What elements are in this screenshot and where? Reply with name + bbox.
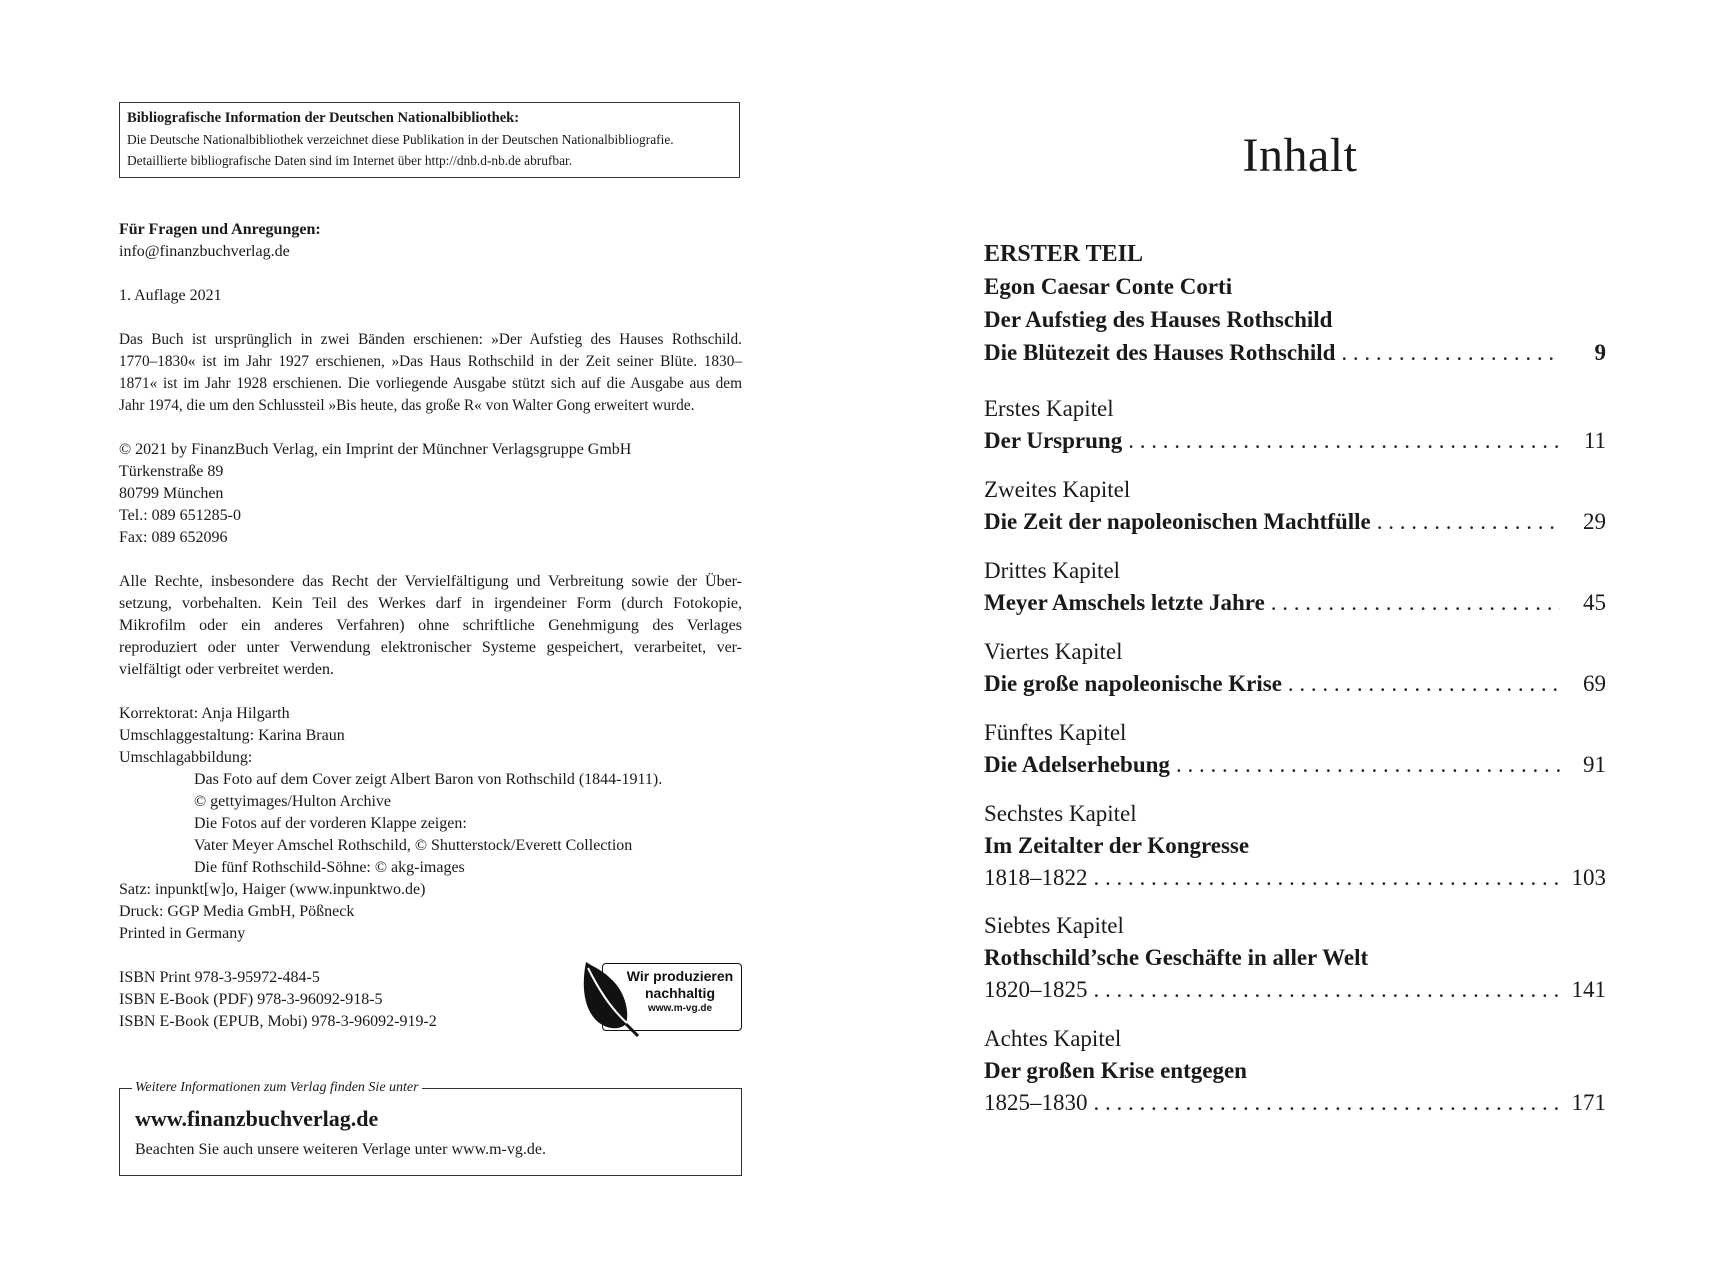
toc-page-number: 141 [1571, 977, 1606, 1002]
toc-chapter-entry[interactable] [984, 977, 1606, 1003]
contact-heading: Für Fragen und Anregungen: [119, 221, 321, 238]
sustainability-logo-text [620, 968, 740, 1016]
toc-chapter-number: Sechstes Kapitel [984, 801, 1137, 826]
rights-line: setzung, vorbehalten. Kein Teil des Werkes darf in irgendeiner Form (durch Fotokopie, [119, 595, 742, 612]
logo-line2: nachhaltig [644, 985, 715, 1001]
isbn-line: ISBN Print 978-3-95972-484-5 [119, 969, 320, 986]
toc-chapter-number: Siebtes Kapitel [984, 913, 1124, 938]
toc-page-number: 103 [1571, 865, 1606, 890]
toc-part-line1: Der Aufstieg des Hauses Rothschild [984, 307, 1333, 332]
credit-line: Printed in Germany [119, 925, 246, 942]
toc-chapter-number: Drittes Kapitel [984, 558, 1121, 583]
toc-page-number: 91 [1583, 752, 1606, 777]
bibliographic-info-line: Die Deutsche Nationalbibliothek verzeichnet diese Publikation in der Deutschen Nationalbibliografie. [127, 132, 674, 147]
publisher-line: Fax: 089 652096 [119, 529, 228, 546]
toc-page-number: 11 [1583, 428, 1606, 453]
toc-leader-dots [1094, 1090, 1561, 1116]
credit-line: Die fünf Rothschild-Söhne: © akg-images [194, 859, 465, 876]
toc-page-number: 9 [1594, 340, 1606, 365]
toc-leader-dots [1094, 977, 1561, 1003]
sustainability-logo [580, 960, 742, 1034]
toc-chapter-number: Viertes Kapitel [984, 639, 1123, 664]
bibliographic-info-title: Bibliografische Information der Deutschen Nationalbibliothek: [127, 110, 520, 126]
website-url[interactable]: www.finanzbuchverlag.de [135, 1106, 379, 1131]
toc-chapter-title: Die Zeit der napoleonischen Machtfülle [984, 509, 1371, 534]
toc-part-line2: Die Blütezeit des Hauses Rothschild [984, 340, 1336, 365]
edition-block [119, 285, 742, 307]
publisher-line: © 2021 by FinanzBuch Verlag, ein Imprint der Münchner Verlagsgruppe GmbH [119, 441, 632, 458]
credit-line: Korrektorat: Anja Hilgarth [119, 705, 290, 722]
contact-block [119, 219, 742, 263]
toc-chapter-entry[interactable] [984, 752, 1606, 778]
rights-line: vielfältigt oder verbreitet werden. [119, 661, 335, 678]
toc-leader-dots [1176, 752, 1560, 778]
toc-chapter-years: 1820–1825 [984, 977, 1088, 1002]
toc-chapter-entry[interactable] [984, 590, 1606, 616]
toc-chapter-title: Meyer Amschels letzte Jahre [984, 590, 1265, 615]
bibliographic-info-line: Detaillierte bibliografische Daten sind im Internet über http://dnb.d-nb.de abrufbar. [127, 153, 573, 168]
rights-line: Alle Rechte, insbesondere das Recht der Vervielfältigung und Verbreitung sowie der Über- [119, 573, 742, 590]
contact-email: info@finanzbuchverlag.de [119, 243, 290, 260]
toc-chapter-number: Erstes Kapitel [984, 396, 1114, 421]
toc-chapter-title: Die Adelserhebung [984, 752, 1170, 777]
bibliographic-info-box [119, 102, 740, 178]
credit-line: © gettyimages/Hulton Archive [194, 793, 392, 810]
credit-line: Umschlagabbildung: [119, 749, 253, 766]
description-line: Das Buch ist ursprünglich in zwei Bänden erschienen: »Der Aufstieg des Hauses Rothschild. [119, 331, 742, 348]
toc-chapter-title: Rothschild’sche Geschäfte in aller Welt [984, 945, 1369, 970]
website-note: Beachten Sie auch unsere weiteren Verlage unter www.m-vg.de. [135, 1141, 546, 1158]
logo-line1: Wir produzieren [626, 968, 734, 984]
toc-chapter-years: 1825–1830 [984, 1090, 1088, 1115]
toc-chapter-years: 1818–1822 [984, 865, 1088, 890]
toc-chapter-title: Der großen Krise entgegen [984, 1058, 1247, 1083]
credit-line: Umschlaggestaltung: Karina Braun [119, 727, 345, 744]
logo-url: www.m-vg.de [647, 1003, 713, 1014]
description-line: 1871« ist im Jahr 1928 erschienen. Die vorliegende Ausgabe stützt sich auf die Ausgabe aus dem [119, 375, 742, 392]
publisher-line: Tel.: 089 651285-0 [119, 507, 241, 524]
toc-chapter-title: Die große napoleonische Krise [984, 671, 1282, 696]
toc-chapter-title: Der Ursprung [984, 428, 1123, 453]
toc-chapter-entry[interactable] [984, 509, 1606, 535]
toc-page-number: 171 [1571, 1090, 1606, 1115]
rights-line: reproduziert oder unter Verwendung elektronischer Systeme gespeichert, verarbeitet, ver- [119, 639, 742, 656]
publisher-line: 80799 München [119, 485, 224, 502]
toc-leader-dots [1271, 590, 1560, 616]
credits-list [119, 703, 742, 945]
toc-chapter-entry[interactable] [984, 671, 1606, 697]
toc-page-number: 29 [1583, 509, 1606, 534]
publisher-address [119, 439, 742, 549]
publisher-line: Türkenstraße 89 [119, 463, 224, 480]
credit-line: Das Foto auf dem Cover zeigt Albert Baron von Rothschild (1844-1911). [194, 771, 663, 788]
toc-leader-dots [1377, 509, 1560, 535]
description-line: 1770–1830« ist im Jahr 1927 erschienen, »Das Haus Rothschild in der Zeit seiner Blüte. 1830– [119, 353, 742, 370]
toc-part-label: ERSTER TEIL [984, 241, 1143, 267]
website-box [119, 1080, 742, 1176]
credit-line: Druck: GGP Media GmbH, Pößneck [119, 903, 355, 920]
credit-line: Die Fotos auf der vorderen Klappe zeigen: [194, 815, 467, 832]
description-line: Jahr 1974, die um den Schlussteil »Bis heute, das große R« von Walter Gong erweitert wurde. [119, 397, 695, 414]
rights-notice [119, 571, 742, 681]
toc-leader-dots [1288, 671, 1560, 697]
rights-line: Mikrofilm oder ein anderes Verfahren) ohne schriftliche Genehmigung des Verlages [119, 617, 742, 634]
isbn-line: ISBN E-Book (PDF) 978-3-96092-918-5 [119, 991, 383, 1008]
toc-chapter-entry[interactable] [984, 1090, 1606, 1116]
credit-line: Vater Meyer Amschel Rothschild, © Shutterstock/Everett Collection [194, 837, 633, 854]
toc-chapter-number: Zweites Kapitel [984, 477, 1131, 502]
origin-description [119, 329, 742, 417]
toc-leader-dots [1341, 340, 1560, 366]
toc-chapter-number: Achtes Kapitel [984, 1026, 1122, 1051]
toc-page-number: 69 [1583, 671, 1606, 696]
toc-leader-dots [1128, 428, 1560, 454]
website-box-legend: Weitere Informationen zum Verlag finden Sie unter [132, 1078, 422, 1098]
toc-chapter-entry[interactable] [984, 428, 1606, 454]
toc-page-number: 45 [1583, 590, 1606, 615]
toc-title: Inhalt [1242, 129, 1358, 182]
toc-part-entry[interactable] [984, 340, 1606, 366]
toc-part-author: Egon Caesar Conte Corti [984, 274, 1233, 299]
toc-leader-dots [1094, 865, 1561, 891]
isbn-line: ISBN E-Book (EPUB, Mobi) 978-3-96092-919-2 [119, 1013, 437, 1030]
edition-text: 1. Auflage 2021 [119, 287, 222, 304]
toc-chapter-entry[interactable] [984, 865, 1606, 891]
credit-line: Satz: inpunkt[w]o, Haiger (www.inpunktwo.de) [119, 881, 426, 898]
toc-chapter-title: Im Zeitalter der Kongresse [984, 833, 1250, 858]
toc-chapter-number: Fünftes Kapitel [984, 720, 1127, 745]
